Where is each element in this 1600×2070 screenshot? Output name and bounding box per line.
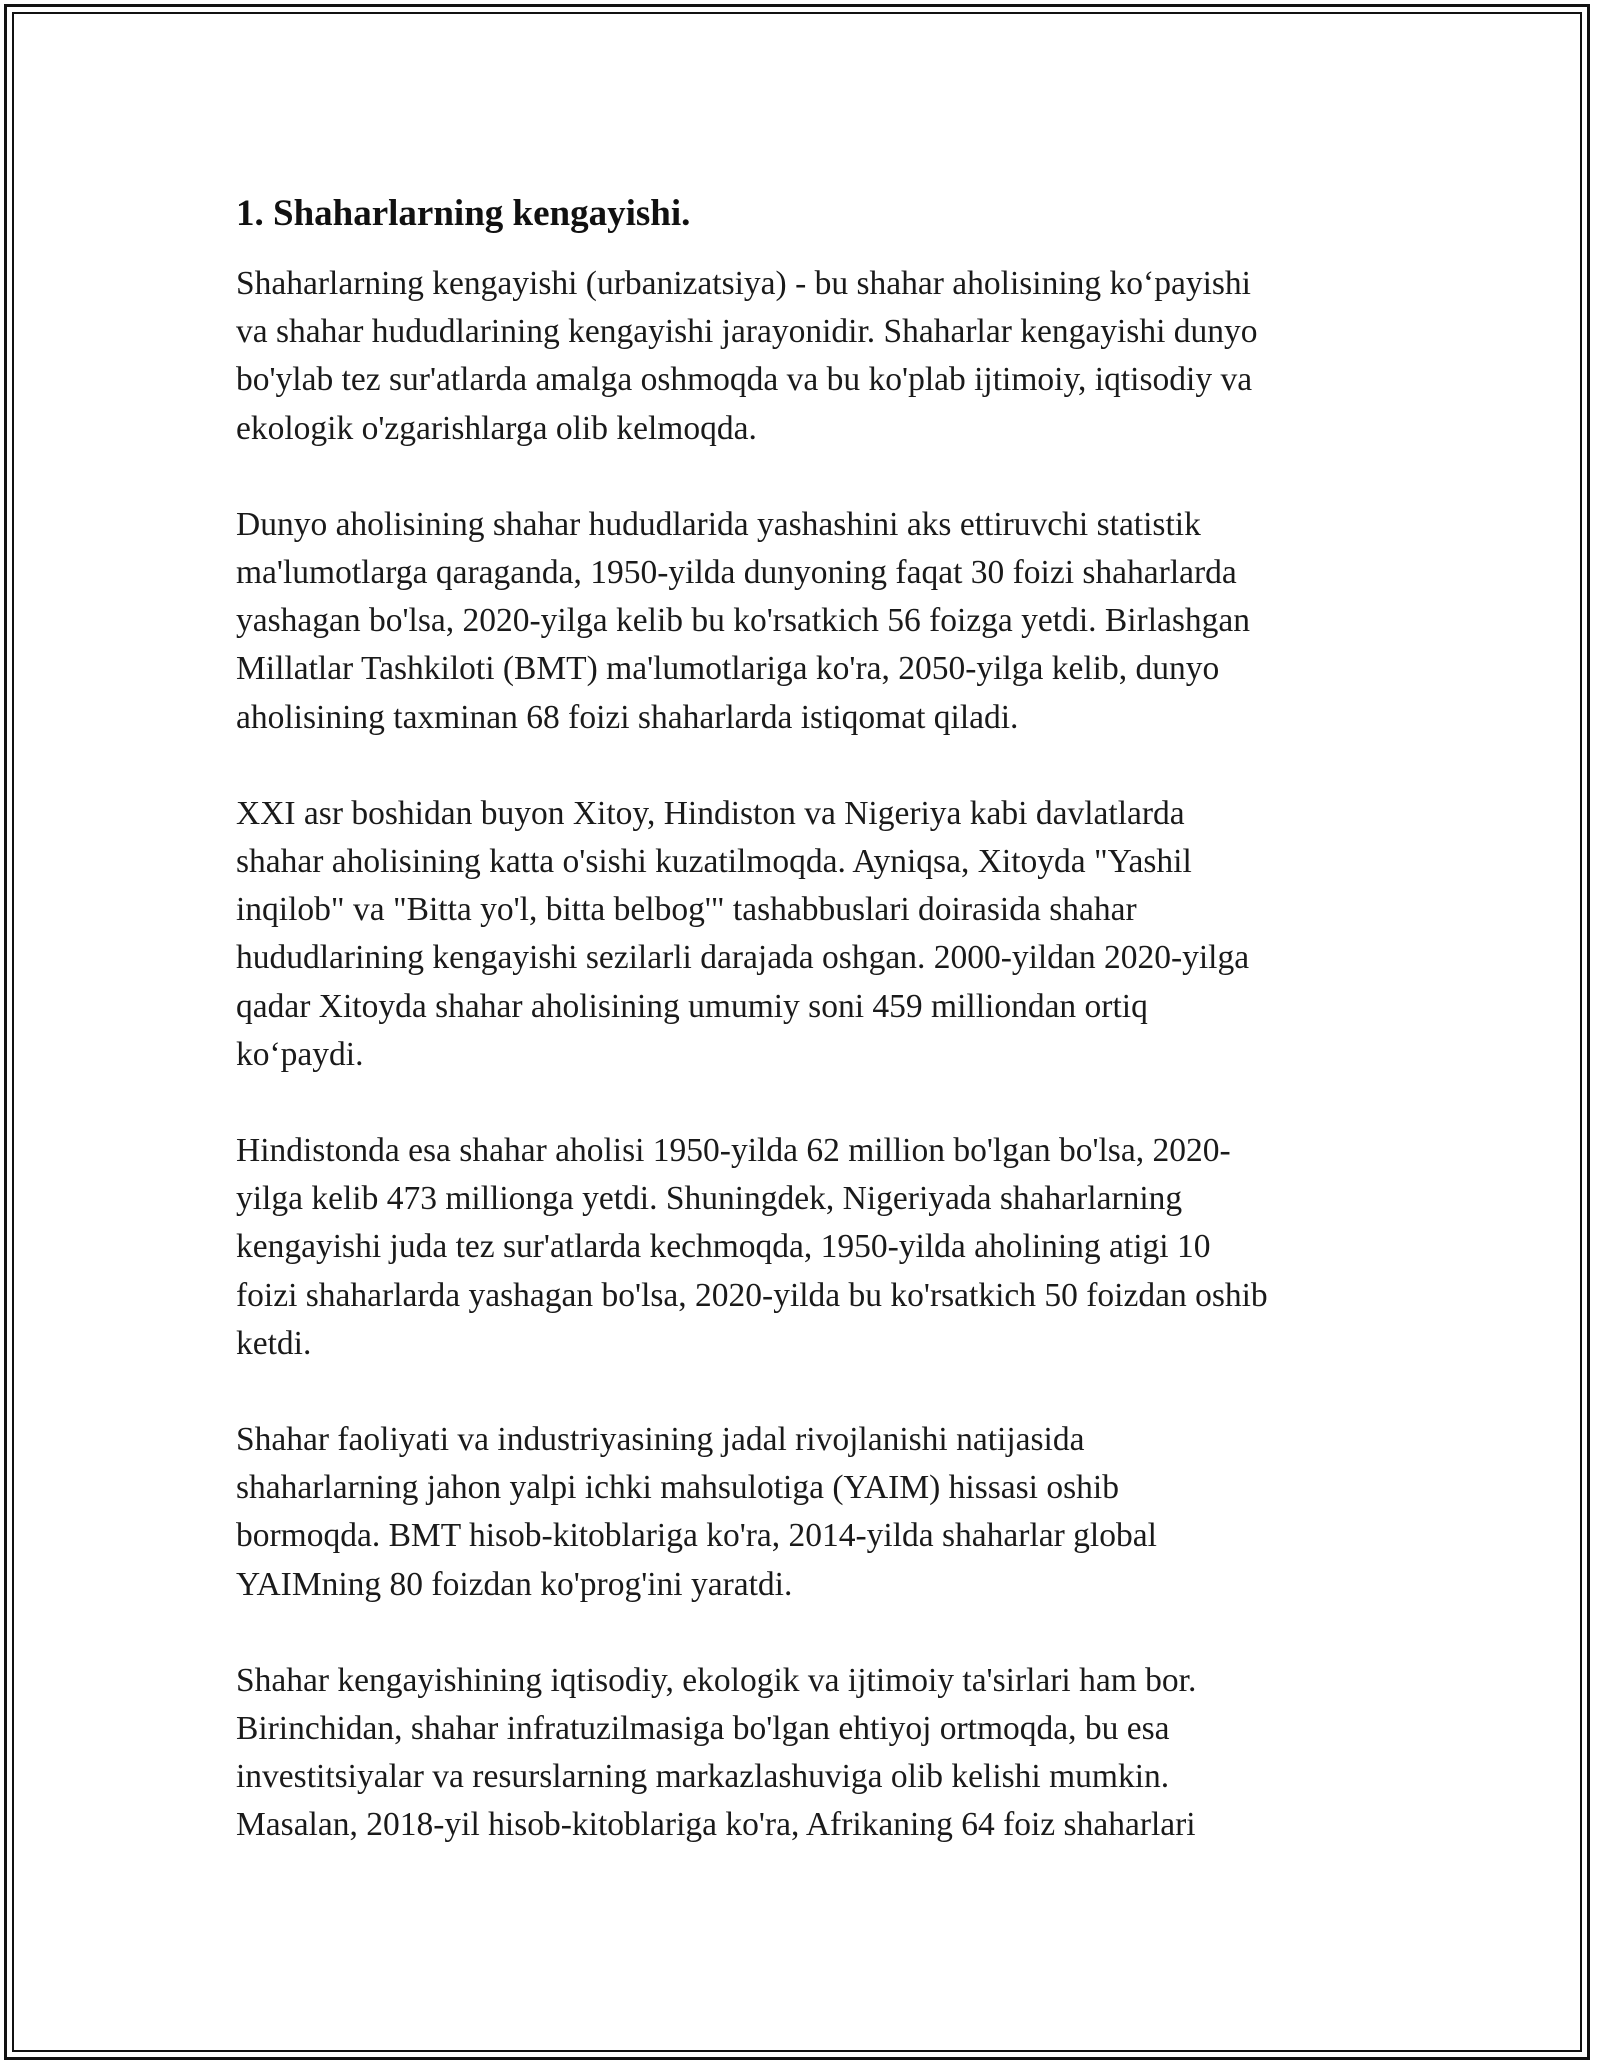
paragraph-line: inqilob" va "Bitta yo'l, bitta belbog'" tashabbuslari doirasida shahar xyxy=(236,891,1137,929)
paragraph-line: aholisining taxminan 68 foizi shaharlarda istiqomat qiladi. xyxy=(236,698,1019,736)
paragraph-line: shahar aholisining katta o'sishi kuzatilmoqda. Ayniqsa, Xitoyda "Yashil xyxy=(236,843,1192,881)
paragraph-line: Shaharlarning kengayishi (urbanizatsiya) - bu shahar aholisining ko‘payishi xyxy=(236,265,1251,302)
paragraph xyxy=(236,1657,1376,1850)
paragraph xyxy=(236,501,1376,742)
paragraph-line: YAIMning 80 foizdan ko'prog'ini yaratdi. xyxy=(236,1565,793,1603)
paragraph xyxy=(236,790,1376,1079)
paragraph-line: ko‘paydi. xyxy=(236,1035,364,1073)
paragraph-line: ma'lumotlarga qaraganda, 1950-yilda dunyoning faqat 30 foizi shaharlarda xyxy=(236,554,1237,592)
paragraph-line: Shahar faoliyati va industriyasining jadal rivojlanishi natijasida xyxy=(236,1421,1085,1459)
paragraph xyxy=(236,260,1376,453)
paragraph-line: ekologik o'zgarishlarga olib kelmoqda. xyxy=(236,409,757,447)
paragraph xyxy=(236,1127,1376,1368)
paragraph-line: Millatlar Tashkiloti (BMT) ma'lumotlariga ko'ra, 2050-yilga kelib, dunyo xyxy=(236,650,1220,688)
paragraph-line: investitsiyalar va resurslarning markazlashuviga olib kelishi mumkin. xyxy=(236,1758,1170,1796)
paragraph-line: kengayishi juda tez sur'atlarda kechmoqda, 1950-yilda aholining atigi 10 xyxy=(236,1228,1211,1266)
paragraph-line: qadar Xitoyda shahar aholisining umumiy soni 459 milliondan ortiq xyxy=(236,987,1148,1025)
paragraph-line: Dunyo aholisining shahar hududlarida yashashini aks ettiruvchi statistik xyxy=(236,505,1201,543)
paragraph-line: XXI asr boshidan buyon Xitoy, Hindiston va Nigeriya kabi davlatlarda xyxy=(236,794,1185,832)
paragraph-line: shaharlarning jahon yalpi ichki mahsulotiga (YAIM) hissasi oshib xyxy=(236,1469,1119,1507)
paragraph-line: Masalan, 2018-yil hisob-kitoblariga ko'ra, Afrikaning 64 foiz shaharlari xyxy=(236,1806,1196,1844)
paragraph-line: bo'ylab tez sur'atlarda amalga oshmoqda va bu ko'plab ijtimoiy, iqtisodiy va xyxy=(236,361,1253,399)
paragraph-line: yilga kelib 473 millionga yetdi. Shuningdek, Nigeriyada shaharlarning xyxy=(236,1180,1183,1218)
paragraph-line: Hindistonda esa shahar aholisi 1950-yilda 62 million bo'lgan bo'lsa, 2020- xyxy=(236,1132,1231,1170)
paragraph-line: va shahar hududlarining kengayishi jarayonidir. Shaharlar kengayishi dunyo xyxy=(236,313,1258,351)
paragraph-line: Birinchidan, shahar infratuzilmasiga bo'lgan ehtiyoj ortmoqda, bu esa xyxy=(236,1710,1170,1748)
paragraph-list xyxy=(236,260,1376,1850)
document-body xyxy=(236,188,1376,1898)
paragraph-line: ketdi. xyxy=(236,1324,312,1362)
paragraph xyxy=(236,1416,1376,1609)
paragraph-line: Shahar kengayishining iqtisodiy, ekologik va ijtimoiy ta'sirlari ham bor. xyxy=(236,1661,1197,1699)
paragraph-line: foizi shaharlarda yashagan bo'lsa, 2020-yilda bu ko'rsatkich 50 foizdan oshib xyxy=(236,1276,1268,1314)
section-heading: 1. Shaharlarning kengayishi. xyxy=(236,193,691,234)
paragraph-line: bormoqda. BMT hisob-kitoblariga ko'ra, 2014-yilda shaharlar global xyxy=(236,1517,1157,1555)
paragraph-line: hududlarining kengayishi sezilarli darajada oshgan. 2000-yildan 2020-yilga xyxy=(236,939,1250,977)
paragraph-line: yashagan bo'lsa, 2020-yilga kelib bu ko'rsatkich 56 foizga yetdi. Birlashgan xyxy=(236,602,1251,640)
